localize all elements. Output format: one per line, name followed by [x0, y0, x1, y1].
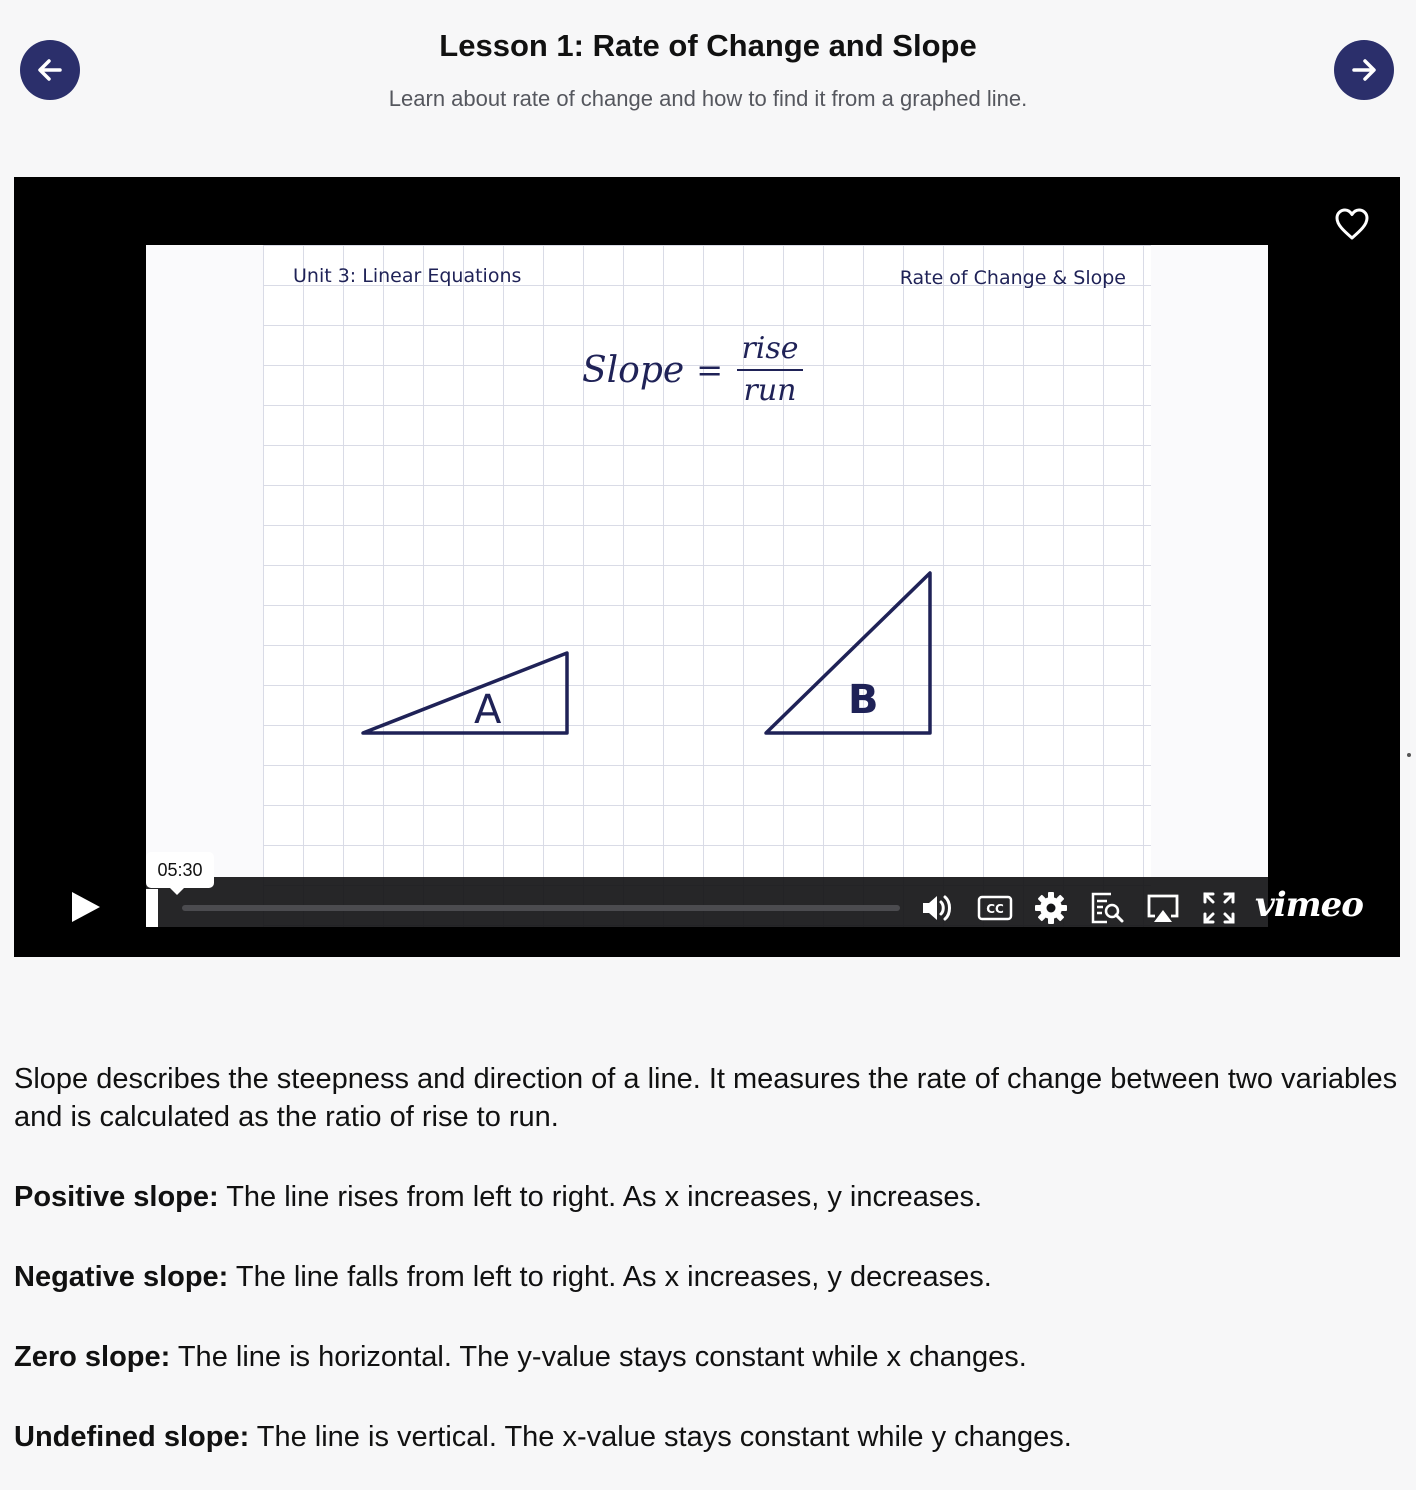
fullscreen-button[interactable]	[1201, 890, 1237, 926]
transcript-button[interactable]	[1089, 890, 1125, 926]
volume-icon	[920, 890, 956, 926]
captions-icon	[977, 890, 1013, 926]
progress-track[interactable]	[182, 905, 900, 911]
triangle-b-label: B	[848, 677, 879, 723]
definition-text: The line falls from left to right. As x increases, y decreases.	[228, 1261, 992, 1293]
triangle-a	[363, 653, 567, 733]
definition-text: The line rises from left to right. As x increases, y increases.	[218, 1181, 983, 1213]
formula-denominator: run	[743, 373, 797, 408]
definition-negative-slope	[14, 1258, 1402, 1296]
timestamp-tooltip: 05:30	[146, 852, 214, 888]
slide-unit-label: Unit 3: Linear Equations	[293, 265, 522, 287]
settings-button[interactable]	[1033, 890, 1069, 926]
arrow-right-icon	[1349, 55, 1379, 85]
formula-numerator: rise	[741, 331, 799, 366]
play-icon	[66, 887, 106, 927]
next-lesson-button[interactable]	[1334, 40, 1394, 100]
transcript-icon	[1089, 890, 1125, 926]
scroll-indicator	[1407, 753, 1411, 757]
triangle-a-label: A	[474, 687, 502, 733]
lesson-subtitle: Learn about rate of change and how to find it from a graphed line.	[388, 86, 1028, 111]
definition-positive-slope	[14, 1178, 1402, 1216]
definition-undefined-slope	[14, 1418, 1402, 1456]
formula-lhs: Slope	[582, 349, 685, 391]
formula-equals: =	[696, 351, 724, 389]
captions-button[interactable]	[977, 890, 1013, 926]
airplay-button[interactable]	[1145, 890, 1181, 926]
definition-zero-slope	[14, 1338, 1402, 1376]
definition-term: Undefined slope:	[14, 1421, 250, 1453]
video-player[interactable]	[14, 177, 1400, 957]
volume-button[interactable]	[920, 890, 956, 926]
progress-fill	[146, 889, 158, 927]
fullscreen-icon	[1201, 890, 1237, 926]
heart-icon[interactable]	[1334, 207, 1370, 241]
settings-icon	[1033, 890, 1069, 926]
play-button[interactable]	[66, 887, 106, 932]
definition-text: The line is vertical. The x-value stays constant while y changes.	[249, 1421, 1072, 1453]
lesson-title: Lesson 1: Rate of Change and Slope	[439, 28, 977, 63]
video-frame	[146, 245, 1268, 927]
definition-term: Positive slope:	[14, 1181, 219, 1213]
definition-term: Zero slope:	[14, 1341, 171, 1373]
slide-topic-label: Rate of Change & Slope	[899, 267, 1126, 289]
triangles-diagram	[146, 245, 1268, 927]
lesson-content	[14, 1060, 1402, 1490]
definition-term: Negative slope:	[14, 1261, 229, 1293]
vimeo-logo[interactable]: vimeo	[1255, 885, 1363, 925]
airplay-icon	[1145, 890, 1181, 926]
intro-paragraph: Slope describes the steepness and direction of a line. It measures the rate of change between two variables and is calculated as the ratio of rise to run.	[14, 1063, 1398, 1133]
svg-text:CC: CC	[986, 902, 1004, 916]
definition-text: The line is horizontal. The y-value stays constant while x changes.	[170, 1341, 1027, 1373]
